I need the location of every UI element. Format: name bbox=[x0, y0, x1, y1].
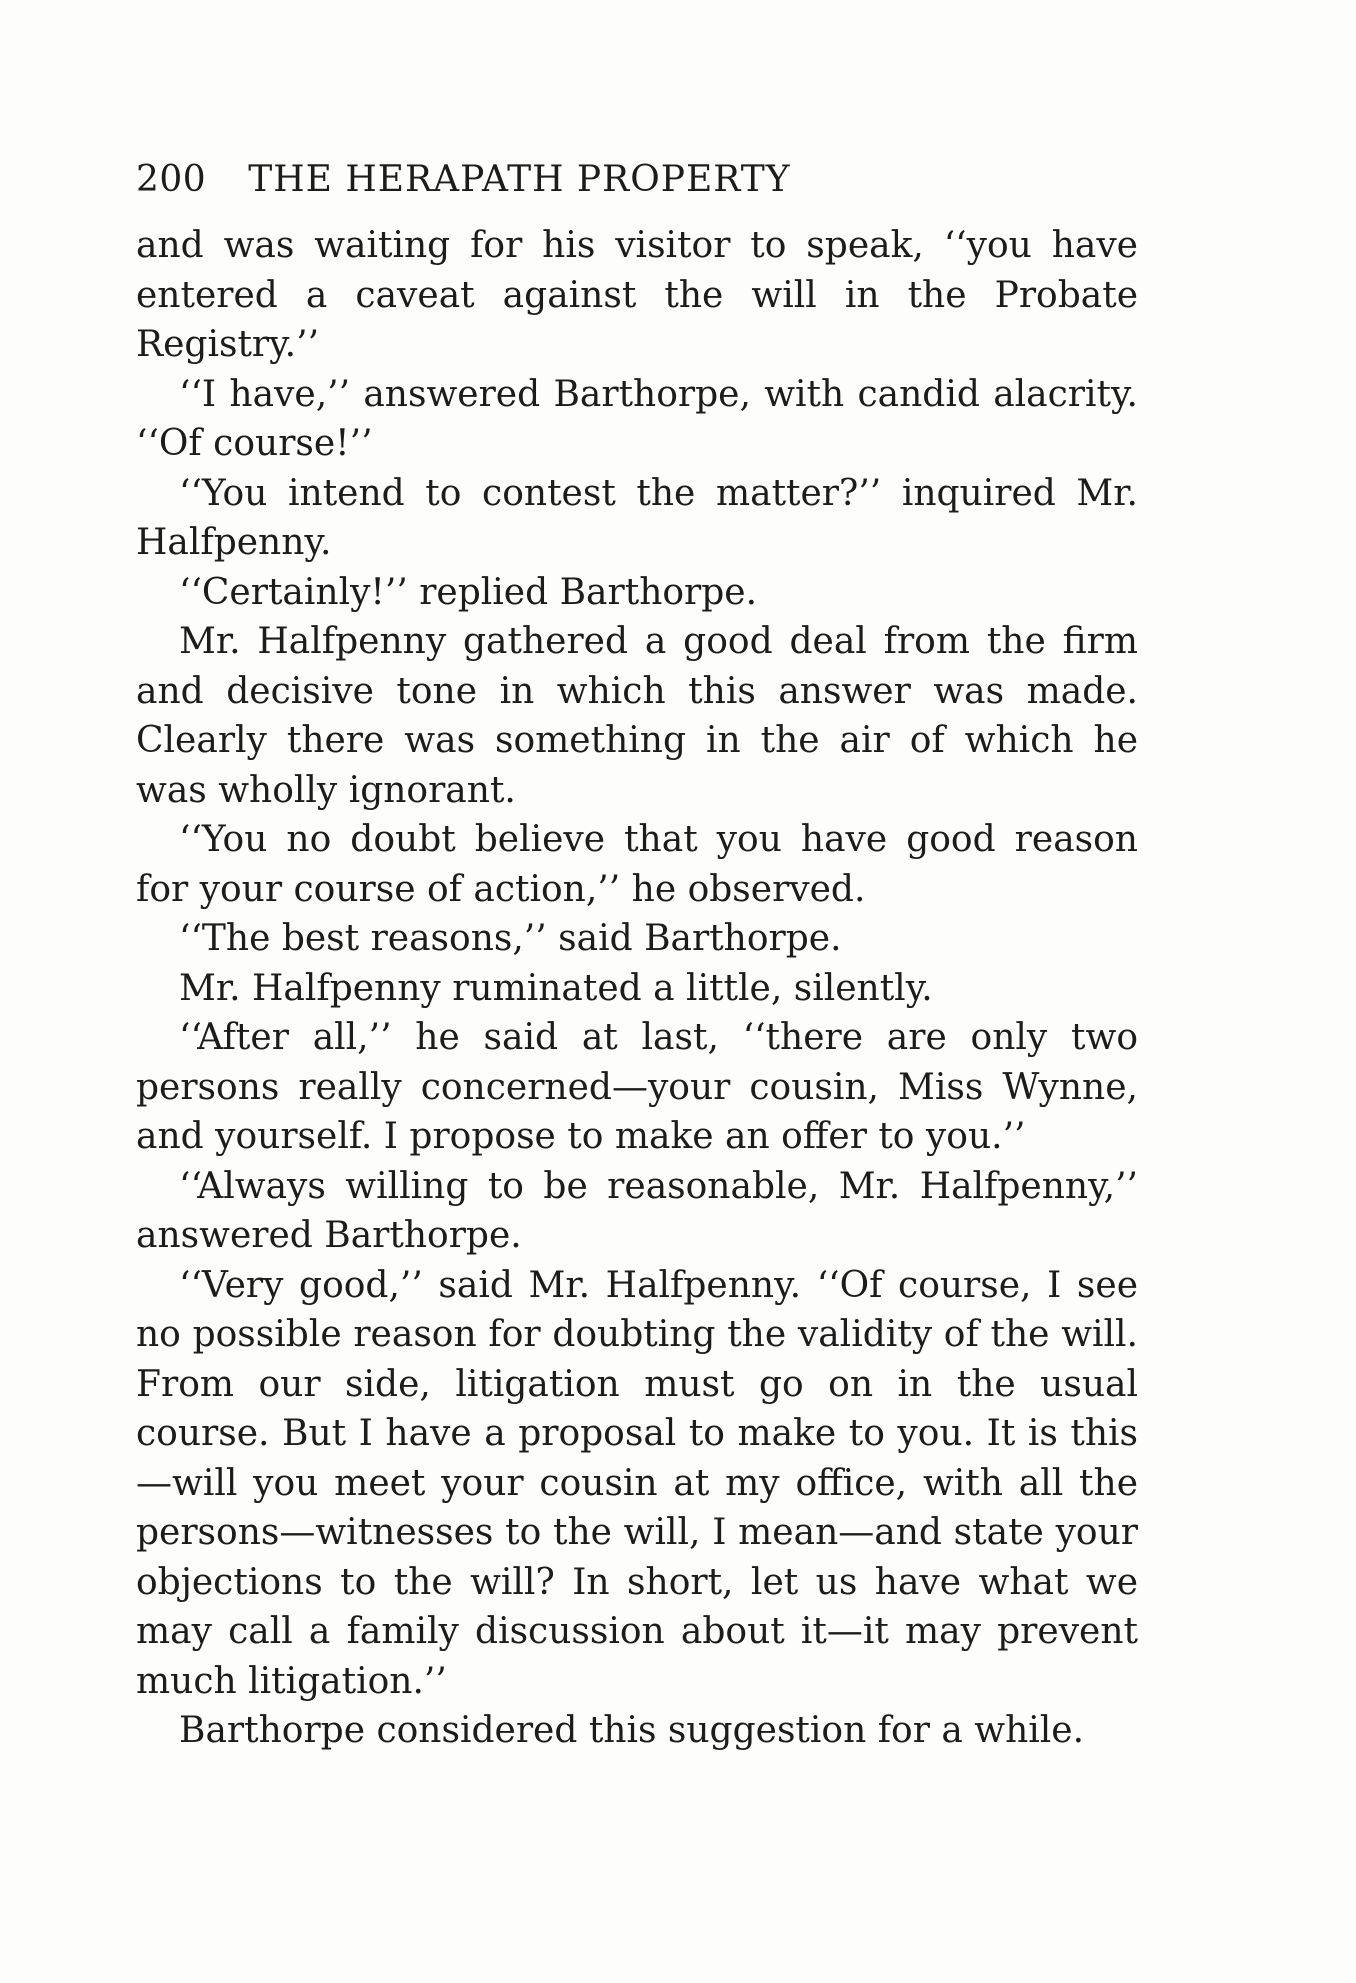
paragraph: ‘‘You intend to contest the matter?’’ inquired Mr. Halfpenny. bbox=[136, 472, 1138, 563]
running-header bbox=[136, 152, 1136, 208]
paragraph: ‘‘After all,’’ he said at last, ‘‘there are only two persons really concerned—your cousin, Miss Wynne, and yourself. I propose to make an offer to you.’’ bbox=[136, 1017, 1138, 1157]
paragraph: ‘‘Certainly!’’ replied Barthorpe. bbox=[179, 571, 758, 613]
body-text bbox=[136, 221, 1138, 1756]
paragraph: ‘‘You no doubt believe that you have good reason for your course of action,’’ he observed. bbox=[136, 819, 1138, 910]
paragraph-continuation: and was waiting for his visitor to speak, ‘‘you have entered a caveat against the will in the Probate Registry.’’ bbox=[136, 225, 1138, 365]
running-title: THE HERAPATH PROPERTY bbox=[248, 159, 791, 200]
paragraph: ‘‘Very good,’’ said Mr. Halfpenny. ‘‘Of course, I see no possible reason for doubting the validity of the will. From our side, litigation must go on in the usual course. But I have a proposal to make to you. It is this—will you meet your cousin at my office, with all the persons—witnesses to the will, I mean—and state your objections to the will? In short, let us have what we may call a family discussion about it—it may prevent much litigation.’’ bbox=[136, 1264, 1138, 1702]
paragraph: ‘‘I have,’’ answered Barthorpe, with candid alacrity. ‘‘Of course!’’ bbox=[136, 373, 1138, 464]
paragraph: ‘‘Always willing to be reasonable, Mr. Halfpenny,’’ answered Barthorpe. bbox=[136, 1165, 1138, 1256]
paragraph: ‘‘The best reasons,’’ said Barthorpe. bbox=[179, 918, 842, 959]
paragraph: Mr. Halfpenny ruminated a little, silently. bbox=[179, 967, 933, 1009]
page-number: 200 bbox=[136, 159, 207, 200]
paragraph: Mr. Halfpenny gathered a good deal from the firm and decisive tone in which this answer was made. Clearly there was something in the air of which he was wholly ignorant. bbox=[136, 621, 1138, 811]
paragraph: Barthorpe considered this suggestion for a while. bbox=[179, 1710, 1085, 1751]
